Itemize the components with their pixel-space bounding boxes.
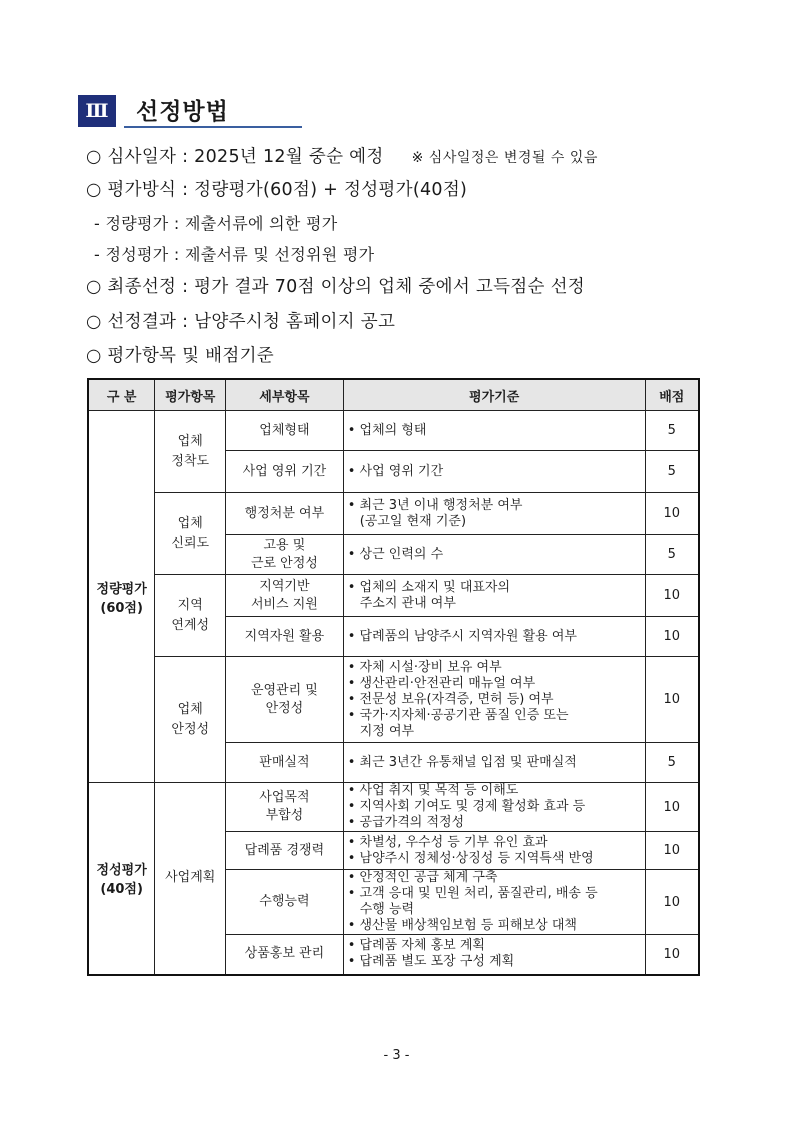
schedule-line: [86, 143, 598, 168]
table-row: [88, 575, 699, 617]
criteria-text: 사업 영위 기간: [359, 463, 444, 479]
criteria-bullet: [348, 580, 641, 596]
bullet-icon: •: [347, 850, 360, 866]
criteria-cell: [343, 617, 645, 657]
section-header: [78, 94, 241, 128]
bullet-icon: •: [347, 707, 360, 723]
sub-item-cell: 판매실적: [226, 743, 344, 783]
criteria-bullet: [348, 596, 641, 612]
bullet-icon: •: [347, 497, 360, 513]
criteria-text: 최근 3년 이내 행정처분 여부: [359, 497, 523, 513]
schedule-text: ○ 심사일자 : 2025년 12월 중순 예정: [86, 147, 384, 167]
bullet-icon: •: [347, 783, 360, 798]
criteria-text: 업체의 형태: [359, 422, 427, 438]
criteria-text: 주소지 관내 여부: [359, 595, 456, 611]
criteria-text: 차별성, 우수성 등 기부 유인 효과: [359, 834, 548, 850]
table-row: [88, 411, 699, 451]
sub-item-cell: 지역자원 활용: [226, 617, 344, 657]
criteria-bullet: [348, 938, 641, 954]
quant-line: - 정량평가 : 제출서류에 의한 평가: [94, 214, 338, 233]
score-cell: 10: [645, 493, 699, 535]
evaluation-table: [87, 378, 700, 976]
sub-item-cell: 고용 및 근로 안정성: [226, 535, 344, 575]
criteria-bullet: [348, 783, 641, 799]
criteria-text: 안정적인 공급 체계 구축: [359, 870, 498, 885]
bullet-icon: •: [347, 938, 360, 954]
score-cell: 10: [645, 575, 699, 617]
sub-item-cell: 사업목적 부합성: [226, 783, 344, 832]
result-line: ○ 선정결과 : 남양주시청 홈페이지 공고: [86, 312, 396, 332]
criteria-bullet: [348, 954, 641, 970]
qual-line: - 정성평가 : 제출서류 및 선정위원 평가: [94, 245, 375, 264]
criteria-bullet: [348, 799, 641, 815]
bullet-icon: •: [347, 918, 360, 933]
criteria-text: 상근 인력의 수: [359, 546, 444, 562]
criteria-bullet: [348, 660, 641, 676]
bullet-icon: •: [347, 870, 360, 885]
sub-item-cell: 상품홍보 관리: [226, 935, 344, 975]
header-category: 평가항목: [155, 379, 226, 411]
bullet-icon: •: [347, 422, 360, 438]
score-cell: 10: [645, 657, 699, 743]
criteria-bullet: [348, 755, 641, 771]
category-cell: 업체 신뢰도: [155, 493, 226, 575]
header-score: 배점: [645, 379, 699, 411]
score-cell: 5: [645, 411, 699, 451]
table-row: [88, 493, 699, 535]
sub-item-cell: 행정처분 여부: [226, 493, 344, 535]
criteria-bullet: [348, 547, 641, 563]
criteria-cell: [343, 832, 645, 870]
header-criteria: 평가기준: [343, 379, 645, 411]
criteria-text: 수행 능력: [359, 902, 415, 917]
criteria-cell: [343, 451, 645, 493]
criteria-bullet: [348, 918, 641, 934]
section-underline: [124, 126, 302, 128]
category-cell: 지역 연계성: [155, 575, 226, 657]
criteria-cell: [343, 411, 645, 451]
criteria-cell: [343, 743, 645, 783]
criteria-bullet: [348, 835, 641, 851]
criteria-bullet: [348, 851, 641, 867]
bullet-icon: •: [347, 546, 360, 562]
header-sub-item: 세부항목: [226, 379, 344, 411]
bullet-icon: •: [347, 834, 360, 850]
bullet-icon: •: [347, 579, 360, 595]
sub-item-cell: 업체형태: [226, 411, 344, 451]
criteria-text: 생산물 배상책임보험 등 피해보상 대책: [359, 918, 577, 933]
criteria-bullet: [348, 514, 641, 530]
criteria-text: 생산관리·안전관리 매뉴얼 여부: [359, 675, 536, 691]
criteria-cell: [343, 935, 645, 975]
table-header-row: [88, 379, 699, 411]
schedule-note: ※ 심사일정은 변경될 수 있음: [411, 150, 598, 166]
method-line: ○ 평가방식 : 정량평가(60점) + 정성평가(40점): [86, 180, 468, 200]
criteria-text: 고객 응대 및 민원 처리, 품질관리, 배송 등: [359, 886, 598, 901]
table-row: [88, 657, 699, 743]
criteria-text: 전문성 보유(자격증, 면허 등) 여부: [359, 691, 554, 707]
sub-item-cell: 사업 영위 기간: [226, 451, 344, 493]
category-cell: 업체 정착도: [155, 411, 226, 493]
criteria-text: 사업 취지 및 목적 등 이해도: [359, 783, 519, 798]
category-cell: 사업계획: [155, 783, 226, 975]
criteria-cell: [343, 535, 645, 575]
criteria-bullet: [348, 708, 641, 724]
score-cell: 10: [645, 935, 699, 975]
bullet-icon: •: [347, 754, 360, 770]
criteria-text: 최근 3년간 유통채널 입점 및 판매실적: [359, 754, 577, 770]
header-group: 구 분: [88, 379, 155, 411]
bullet-icon: •: [347, 886, 360, 901]
sub-item-cell: 수행능력: [226, 870, 344, 935]
criteria-text: 답례품의 남양주시 지역자원 활용 여부: [359, 628, 577, 644]
bullet-icon: •: [347, 799, 360, 814]
criteria-cell: [343, 783, 645, 832]
criteria-text: 국가·지자체·공공기관 품질 인증 또는: [359, 707, 569, 723]
score-cell: 10: [645, 783, 699, 832]
criteria-cell: [343, 575, 645, 617]
table-row: [88, 783, 699, 832]
sub-item-cell: 답례품 경쟁력: [226, 832, 344, 870]
score-cell: 5: [645, 451, 699, 493]
bullet-icon: •: [347, 463, 360, 479]
bullet-icon: •: [347, 628, 360, 644]
section-number-badge: Ⅲ: [78, 95, 116, 127]
score-cell: 10: [645, 832, 699, 870]
section-title: 선정방법: [136, 98, 229, 125]
criteria-cell: [343, 870, 645, 935]
criteria-bullet: [348, 423, 641, 439]
score-cell: 10: [645, 870, 699, 935]
criteria-text: 지역사회 기여도 및 경제 활성화 효과 등: [359, 799, 586, 814]
score-cell: 10: [645, 617, 699, 657]
criteria-text: 남양주시 정체성·상징성 등 지역특색 반영: [359, 850, 594, 866]
criteria-text: (공고일 현재 기준): [359, 513, 467, 529]
category-cell: 업체 안정성: [155, 657, 226, 783]
criteria-bullet: [348, 676, 641, 692]
criteria-bullet: [348, 692, 641, 708]
criteria-bullet: [348, 902, 641, 918]
criteria-text: 답례품 자체 홍보 계획: [359, 938, 485, 954]
bullet-icon: •: [347, 815, 360, 830]
criteria-text: 답례품 별도 포장 구성 계획: [359, 954, 515, 970]
criteria-bullet: [348, 724, 641, 740]
criteria-text: 공급가격의 적정성: [359, 815, 465, 830]
group-cell: 정량평가 (60점): [88, 411, 155, 783]
criteria-text: 자체 시설·장비 보유 여부: [359, 659, 502, 675]
final-line: ○ 최종선정 : 평가 결과 70점 이상의 업체 중에서 고득점순 선정: [86, 277, 585, 297]
score-cell: 5: [645, 743, 699, 783]
criteria-text: 업체의 소재지 및 대표자의: [359, 579, 511, 595]
page-number: - 3 -: [383, 1048, 410, 1063]
bullet-icon: •: [347, 954, 360, 970]
group-cell: 정성평가 (40점): [88, 783, 155, 975]
criteria-bullet: [348, 886, 641, 902]
criteria-cell: [343, 493, 645, 535]
criteria-bullet: [348, 629, 641, 645]
score-cell: 5: [645, 535, 699, 575]
bullet-icon: •: [347, 659, 360, 675]
bullet-icon: •: [347, 675, 360, 691]
criteria-bullet: [348, 870, 641, 886]
criteria-bullet: [348, 815, 641, 831]
criteria-bullet: [348, 498, 641, 514]
criteria-bullet: [348, 464, 641, 480]
bullet-icon: •: [347, 691, 360, 707]
sub-item-cell: 운영관리 및 안정성: [226, 657, 344, 743]
sub-item-cell: 지역기반 서비스 지원: [226, 575, 344, 617]
criteria-line: ○ 평가항목 및 배점기준: [86, 346, 275, 366]
criteria-cell: [343, 657, 645, 743]
criteria-text: 지정 여부: [359, 723, 415, 739]
